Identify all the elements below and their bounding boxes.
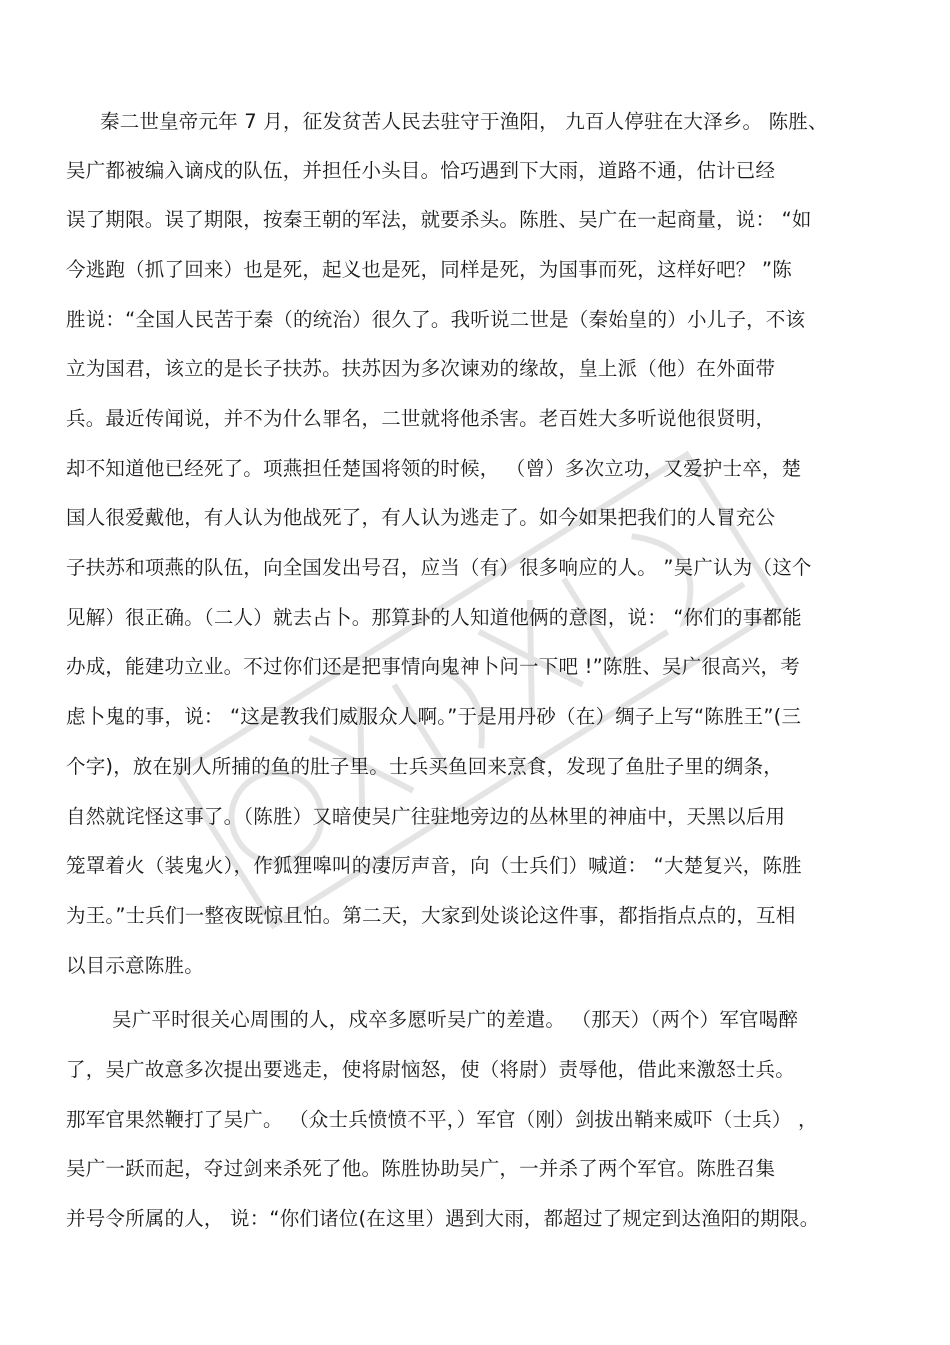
paragraph-1-line-10: 子扶苏和项燕的队伍，向全国发出号召，应当（有）很多响应的人。 ”吴广认为（这个 [66, 556, 812, 579]
paragraph-1-line-4: 今逃跑（抓了回来）也是死，起义也是死，同样是死，为国事而死，这样好吧？ ”陈 [66, 258, 792, 281]
paragraph-2-line-4: 吴广一跃而起，夺过剑来杀死了他。陈胜协助吴广，一并杀了两个军官。陈胜召集 [66, 1157, 776, 1180]
paragraph-1-line-6: 立为国君，该立的是长子扶苏。扶苏因为多次谏劝的缘故，皇上派（他）在外面带 [66, 357, 776, 380]
paragraph-2-line-2: 了，吴广故意多次提出要逃走，使将尉恼怒，使（将尉）责辱他，借此来激怒士兵。 [66, 1058, 795, 1081]
paragraph-1-line-11: 见解）很正确。（二人）就去占卜。那算卦的人知道他俩的意图，说： “你们的事都能 [66, 606, 802, 629]
paragraph-1-line-5: 胜说：“全国人民苦于秦（的统治）很久了。我听说二世是（秦始皇的）小儿子，不该 [66, 308, 806, 331]
paragraph-1-line-12: 办成，能建功立业。不过你们还是把事情向鬼神卜问一下吧 !”陈胜、吴广很高兴，考 [66, 655, 800, 678]
paragraph-2-line-5: 并号令所属的人， 说：“你们诸位(在这里）遇到大雨，都超过了规定到达渔阳的期限。 [66, 1207, 820, 1230]
watermark-stamp [148, 415, 812, 964]
paragraph-1-line-2: 吴广都被编入谪戍的队伍，并担任小头目。恰巧遇到下大雨，道路不通，估计已经 [66, 159, 776, 182]
paragraph-1-line-17: 为王。”士兵们一整夜既惊且怕。第二天，大家到处谈论这件事，都指指点点的，互相 [66, 904, 796, 927]
paragraph-1-line-18: 以目示意陈胜。 [66, 954, 204, 977]
paragraph-1-line-9: 国人很爱戴他，有人认为他战死了，有人认为逃走了。如今如果把我们的人冒充公 [66, 506, 776, 529]
paragraph-1-line-14: 个字)，放在别人所捕的鱼的肚子里。士兵买鱼回来烹食，发现了鱼肚子里的绸条， [66, 755, 784, 778]
paragraph-1-line-15: 自然就诧怪这事了。（陈胜）又暗使吴广往驻地旁边的丛林里的神庙中，天黑以后用 [66, 805, 786, 828]
paragraph-1-line-3: 误了期限。误了期限，按秦王朝的军法，就要杀头。陈胜、吴广在一起商量，说： “如 [66, 208, 812, 231]
paragraph-1-line-8: 却不知道他已经死了。项燕担任楚国将领的时候， （曾）多次立功，又爱护士卒，楚 [66, 457, 802, 480]
paragraph-1-line-7: 兵。最近传闻说，并不为什么罪名，二世就将他杀害。老百姓大多听说他很贤明， [66, 407, 776, 430]
paragraph-2-line-1: 吴广平时很关心周围的人，戍卒多愿听吴广的差遣。 （那天）（两个）军官喝醉 [112, 1008, 799, 1031]
paragraph-1-line-16: 笼罩着火（装鬼火），作狐狸嗥叫的凄厉声音，向（士兵们）喊道： “大楚复兴，陈胜 [66, 854, 802, 877]
paragraph-1-line-1: 秦二世皇帝元年 7 月，征发贫苦人民去驻守于渔阳， 九百人停驻在大泽乡。 陈胜、 [100, 110, 828, 133]
paragraph-2-line-3: 那军官果然鞭打了吴广。 （众士兵愤愤不平，）军官（刚）剑拔出鞘来威吓（士兵） ， [66, 1108, 818, 1131]
paragraph-1-line-13: 虑卜鬼的事，说： “这是教我们威服众人啊。”于是用丹砂（在）绸子上写“陈胜王”(三 [66, 705, 802, 728]
